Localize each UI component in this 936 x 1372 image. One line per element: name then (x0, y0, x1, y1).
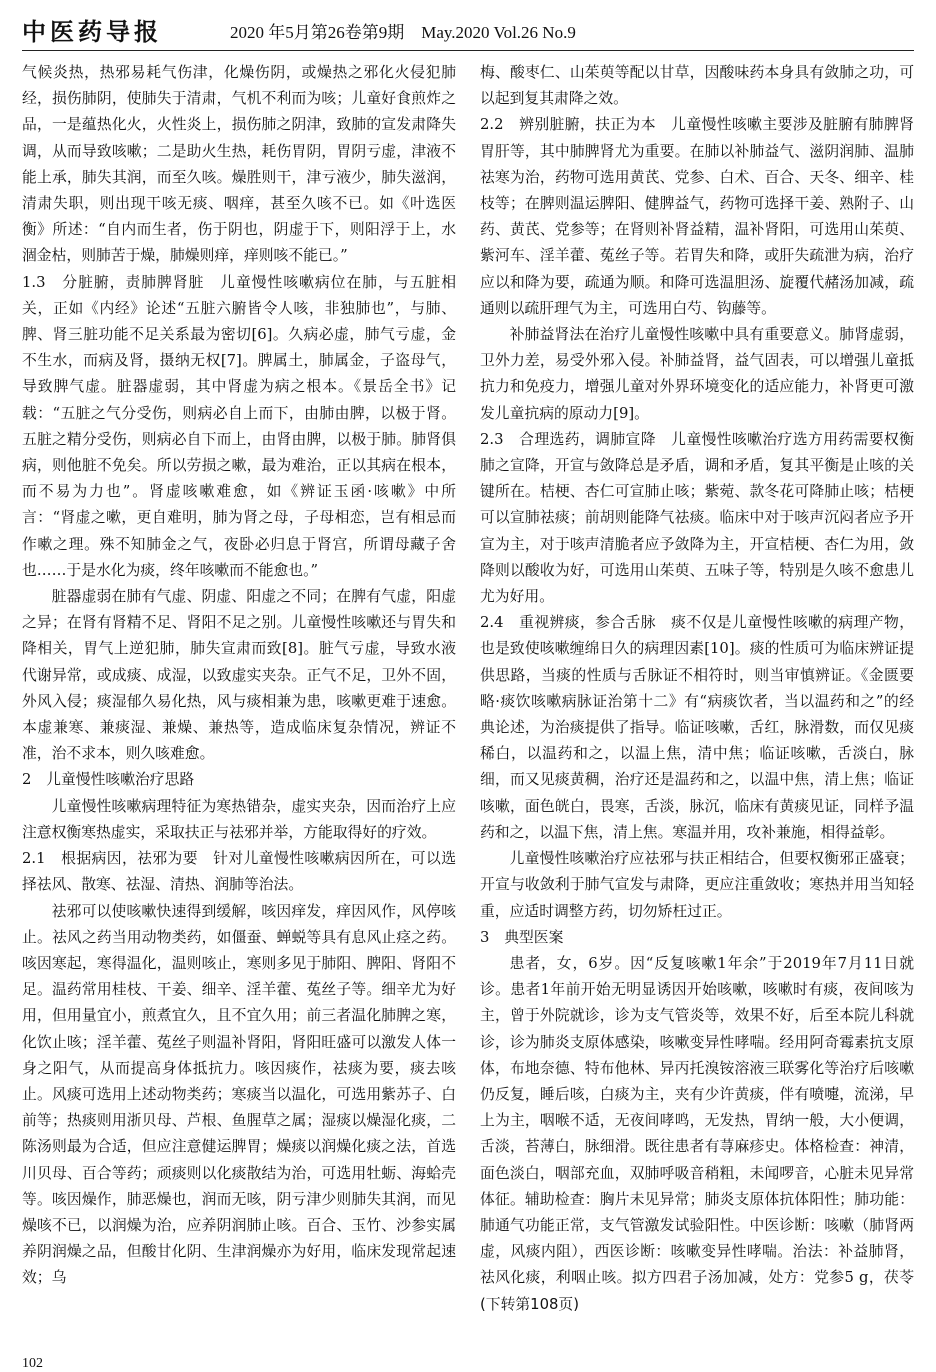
section-2-3: 2.3 合理选药，调肺宣降 儿童慢性咳嗽治疗选方用药需要权衡肺之宣降，开宣与敛降总是矛盾，调和矛盾，复其平衡是止咳的关键所在。桔梗、杏仁可宣肺止咳；紫菀、款冬花可降肺止咳；桔梗可以宣肺祛痰；前胡则能降气祛痰。临床中对于咳声沉闷者应予开宣为主，对于咳声清脆者应予敛降为主，开宣桔梗、杏仁为用，敛降则以酸收为好，可选用山茱萸、五味子等，特别是久咳不愈患儿尤为好用。 (480, 430, 914, 606)
section-1-3: 1.3 分脏腑，责肺脾肾脏 儿童慢性咳嗽病位在肺，与五脏相关，正如《内经》论述“五脏六腑皆令人咳，非独肺也”，与肺、脾、肾三脏功能不足关系最为密切[6]。久病必虚，肺气亏虚，金不生水，而病及肾，摄纳无权[7]。脾属土，肺属金，子盗母气，导致脾气虚。脏器虚弱，其中肾虚为病之根本。《景岳全书》记载：“五脏之气分受伤，则病必自上而下，由肺由脾，以极于肾。五脏之精分受伤，则病必自下而上，由肾由脾，以极于肺。肺肾俱病，则他脏不免矣。所以劳损之嗽，最为难治，正以其病在根本，而不易为力也”。肾虚咳嗽难愈，如《辨证玉函·咳嗽》中所言：“肾虚之嗽，更自难明，肺为肾之母，子母相恋，岂有相忌而作嗽之理。殊不知肺金之气，夜卧必归息于肾宫，所谓母藏子舍也……于是水化为痰，终年咳嗽而不能愈也。” (22, 273, 456, 579)
header-rule (22, 50, 914, 51)
case-paragraph (480, 951, 914, 1318)
paragraph: 气候炎热，热邪易耗气伤津，化燥伤阴，或燥热之邪化火侵犯肺经，损伤肺阴，使肺失于清肃，气机不利而为咳；儿童好食煎炸之品，一是蕴热化火，火性炎上，损伤肺之阴津，致肺的宣发肃降失调，从而导致咳嗽；二是助火生热，耗伤胃阴，胃阴亏虚，津液不能上承，肺失其润，而至久咳。燥胜则干，津亏液少，肺失滋润，清肃失职，则出现干咳无痰、咽痒，甚至久咳不已。如《叶选医衡》所述：“自内而生者，伤于阴也，阴虚于下，则阳浮于上，水涸金枯，则肺苦于燥，肺燥则痒，痒则咳不能已。” (22, 64, 456, 265)
paragraph: 梅、酸枣仁、山茱萸等配以甘草，因酸味药本身具有敛肺之功，可以起到复其肃降之效。 (480, 64, 914, 108)
paragraph: 补肺益肾法在治疗儿童慢性咳嗽中具有重要意义。肺肾虚弱，卫外力差，易受外邪入侵。补肺益肾，益气固表，可以增强儿童抵抗力和免疫力，增强儿童对外界环境变化的适应能力，补肾更可激发儿童抗病的原动力[9]。 (480, 326, 914, 422)
section-2-1: 2.1 根据病因，祛邪为要 针对儿童慢性咳嗽病因所在，可以选择祛风、散寒、祛湿、清热、润肺等治法。 (22, 850, 456, 894)
section-2-2: 2.2 辨别脏腑，扶正为本 儿童慢性咳嗽主要涉及脏腑有肺脾肾胃肝等，其中肺脾肾尤为重要。在肺以补肺益气、滋阴润肺、温肺祛寒为治，药物可选用黄芪、党参、白术、百合、天冬、细辛、桂枝等；在脾则温运脾阳、健脾益气，药物可选择干姜、熟附子、山药、黄芪、党参等；在肾则补肾益精，温补肾阳，可选用山茱萸、紫河车、淫羊藿、菟丝子等。若胃失和降，或肝失疏泄为病，治疗应以和降为要，疏通为顺。和降可选温胆汤、旋覆代赭汤加减，疏通则以疏肝理气为主，可选用白芍、钩藤等。 (480, 116, 914, 317)
paragraph: 祛邪可以使咳嗽快速得到缓解，咳因痒发，痒因风作，风停咳止。祛风之药当用动物类药，如僵蚕、蝉蜕等具有息风止痉之药。咳因寒起，寒得温化，温则咳止，寒则多见于肺阳、脾阳、肾阳不足。温药常用桂枝、干姜、细辛、淫羊藿、菟丝子等。细辛尤为好用，但用量宜小，煎煮宜久，且不宜久用；前三者温化肺脾之寒，化饮止咳；淫羊藿、菟丝子则温补肾阳，肾阳旺盛可以激发人体一身之阳气，从而提高身体抵抗力。咳因痰作，祛痰为要，痰去咳止。风痰可选用上述动物类药；寒痰当以温化，可选用紫苏子、白前等；热痰则用浙贝母、芦根、鱼腥草之属；湿痰以燥湿化痰，二陈汤则最为合适，但应注意健运脾胃；燥痰以润燥化痰之法，首选川贝母、百合等药；顽痰则以化痰散结为治，可选用牡蛎、海蛤壳等。咳因燥作，肺恶燥也，润而无咳，阴亏津少则肺失其润，而见燥咳不已，以润燥为治，应养阴润肺止咳。百合、玉竹、沙参实属养阴润燥之品，但酸甘化阴、生津润燥亦为好用，临床发现常起速效；乌 (22, 902, 456, 1287)
case-text: 患者，女，6岁。因“反复咳嗽1年余”于2019年7月11日就诊。患者1年前开始无明显诱因开始咳嗽，咳嗽时有痰，夜间咳为主，曾于外院就诊，诊为支气管炎等，效果不好，后至本院儿科就诊，诊为肺炎支原体感染，咳嗽变异性哮喘。经用阿奇霉素抗支原体，布地奈德、特布他林、异丙托溴铵溶液三联雾化等治疗后咳嗽仍反复，睡后咳，白痰为主，夹有少许黄痰，伴有喷嚏，流涕，早上为主，咽喉不适，无夜间哮鸣，无发热，胃纳一般，大小便调，舌淡，苔薄白，脉细滑。既往患者有荨麻疹史。体格检查：神清，面色淡白，咽部充血，双肺呼吸音稍粗，未闻啰音，心脏未见异常体征。辅助检查：胸片未见异常；肺炎支原体抗体阳性；肺功能：肺通气功能正常，支气管激发试验阳性。中医诊断：咳嗽（肺肾两虚，风痰内阻），西医诊断：咳嗽变异性哮喘。治法：补益肺肾，祛风化痰，利咽止咳。拟方四君子汤加减，处方：党参5 g，茯苓 (480, 954, 914, 1287)
paragraph: 脏器虚弱在肺有气虚、阴虚、阳虚之不同；在脾有气虚，阳虚之异；在肾有肾精不足、肾阳不足之别。儿童慢性咳嗽还与胃失和降相关，胃气上逆犯肺，肺失宣肃而致[8]。脏气亏虚，导致水液代谢异常，或成痰、成湿，以致虚实夹杂。正气不足，卫外不固，外风入侵；痰湿郁久易化热，风与痰相兼为患，咳嗽更难于速愈。本虚兼寒、兼痰湿、兼燥、兼热等，造成临床复杂情况，辨证不准，治不求本，则久咳难愈。 (22, 588, 456, 763)
issue-info: 2020 年5月第26卷第9期 May.2020 Vol.26 No.9 (230, 23, 576, 42)
continued-note: (下转第108页) (480, 1295, 579, 1313)
paragraph: 儿童慢性咳嗽病理特征为寒热错杂，虚实夹杂，因而治疗上应注意权衡寒热虚实，采取扶正与祛邪并举，方能取得好的疗效。 (22, 797, 456, 841)
paragraph: 儿童慢性咳嗽治疗应祛邪与扶正相结合，但要权衡邪正盛衰；开宣与收敛利于肺气宣发与肃降，更应注重敛收；寒热并用当知轻重，应适时调整方药，切勿矫枉过正。 (480, 850, 914, 920)
page-header (22, 12, 914, 48)
journal-title: 中医药导报 (22, 17, 162, 46)
left-column (22, 60, 456, 1292)
section-2-4: 2.4 重视辨痰，参合舌脉 痰不仅是儿童慢性咳嗽的病理产物，也是致使咳嗽缠绵日久的病理因素[10]。痰的性质可为临床辨证提供思路，当痰的性质与舌脉证不相符时，则当审慎辨证。《金匮要略·痰饮咳嗽病脉证治第十二》有“病痰饮者，当以温药和之”的经典论述，为治痰提供了指导。临证咳嗽，舌红，脉滑数，而仅见痰稀白，以温药和之，以温上焦，清中焦；临证咳嗽，舌淡白，脉细，而又见痰黄稠，治疗还是温药和之，以温中焦，清上焦；临证咳嗽，面色㿠白，畏寒，舌淡，脉沉，临床有黄痰见证，同样予温药和之，以温下焦，清上焦。寒温并用，攻补兼施，相得益彰。 (480, 614, 914, 841)
section-heading-2: 2 儿童慢性咳嗽治疗思路 (22, 771, 195, 789)
right-column (480, 60, 914, 1318)
page-number: 102 (22, 1356, 43, 1371)
section-heading-3: 3 典型医案 (480, 928, 564, 946)
